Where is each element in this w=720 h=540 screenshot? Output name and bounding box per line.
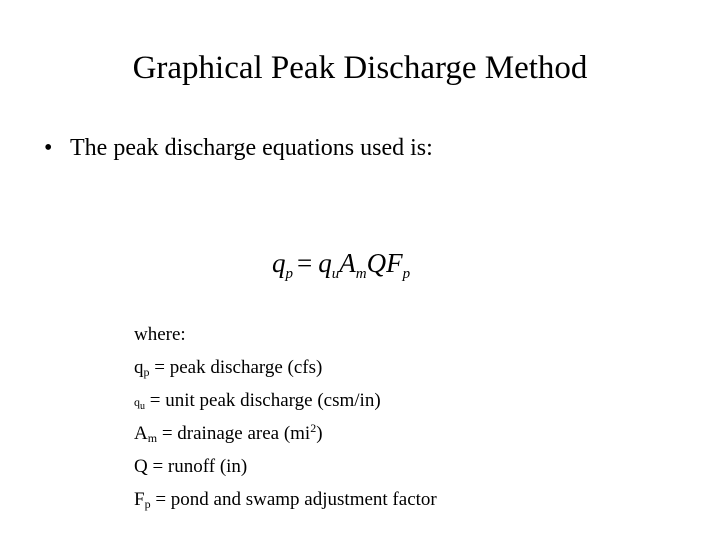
am-text: = drainage area (mi xyxy=(157,423,311,444)
where-header: where: xyxy=(134,324,186,345)
eq-t4-sub: p xyxy=(402,266,411,282)
qu-text: = unit peak discharge (csm/in) xyxy=(145,390,381,411)
am-symbol: A xyxy=(134,423,148,444)
qp-sub: p xyxy=(143,365,150,379)
fp-symbol: F xyxy=(134,489,145,510)
eq-t2-symbol: A xyxy=(339,248,356,278)
qu-sub: u xyxy=(140,401,145,412)
eq-t1-sub: u xyxy=(331,266,340,282)
definition-fp xyxy=(134,483,437,516)
eq-lhs-sub: p xyxy=(285,266,293,282)
definition-qu xyxy=(134,384,437,417)
am-sub: m xyxy=(147,431,158,445)
am-close: ) xyxy=(316,423,323,444)
fp-text: = pond and swamp adjustment factor xyxy=(150,489,437,510)
eq-t4-symbol: F xyxy=(386,248,403,278)
am-sup: 2 xyxy=(310,421,317,435)
definition-qp xyxy=(134,351,437,384)
peak-discharge-equation xyxy=(272,246,410,280)
definition-q: Q = runoff (in) xyxy=(134,456,248,477)
qp-text: = peak discharge (cfs) xyxy=(149,357,323,378)
bullet-dot: • xyxy=(44,135,53,161)
slide-title: Graphical Peak Discharge Method xyxy=(132,50,588,86)
bullet-item xyxy=(44,133,433,163)
eq-t3-symbol: Q xyxy=(366,248,387,278)
fp-sub: p xyxy=(144,497,151,511)
eq-lhs-symbol: q xyxy=(272,248,286,278)
eq-equals: = xyxy=(297,248,313,278)
qp-symbol: q xyxy=(134,357,144,378)
qu-symbol: q xyxy=(134,395,140,409)
eq-t2-sub: m xyxy=(355,266,367,282)
eq-t1-symbol: q xyxy=(318,248,332,278)
definition-am xyxy=(134,417,437,450)
variable-definitions xyxy=(134,318,437,516)
bullet-text: The peak discharge equations used is: xyxy=(70,135,433,161)
